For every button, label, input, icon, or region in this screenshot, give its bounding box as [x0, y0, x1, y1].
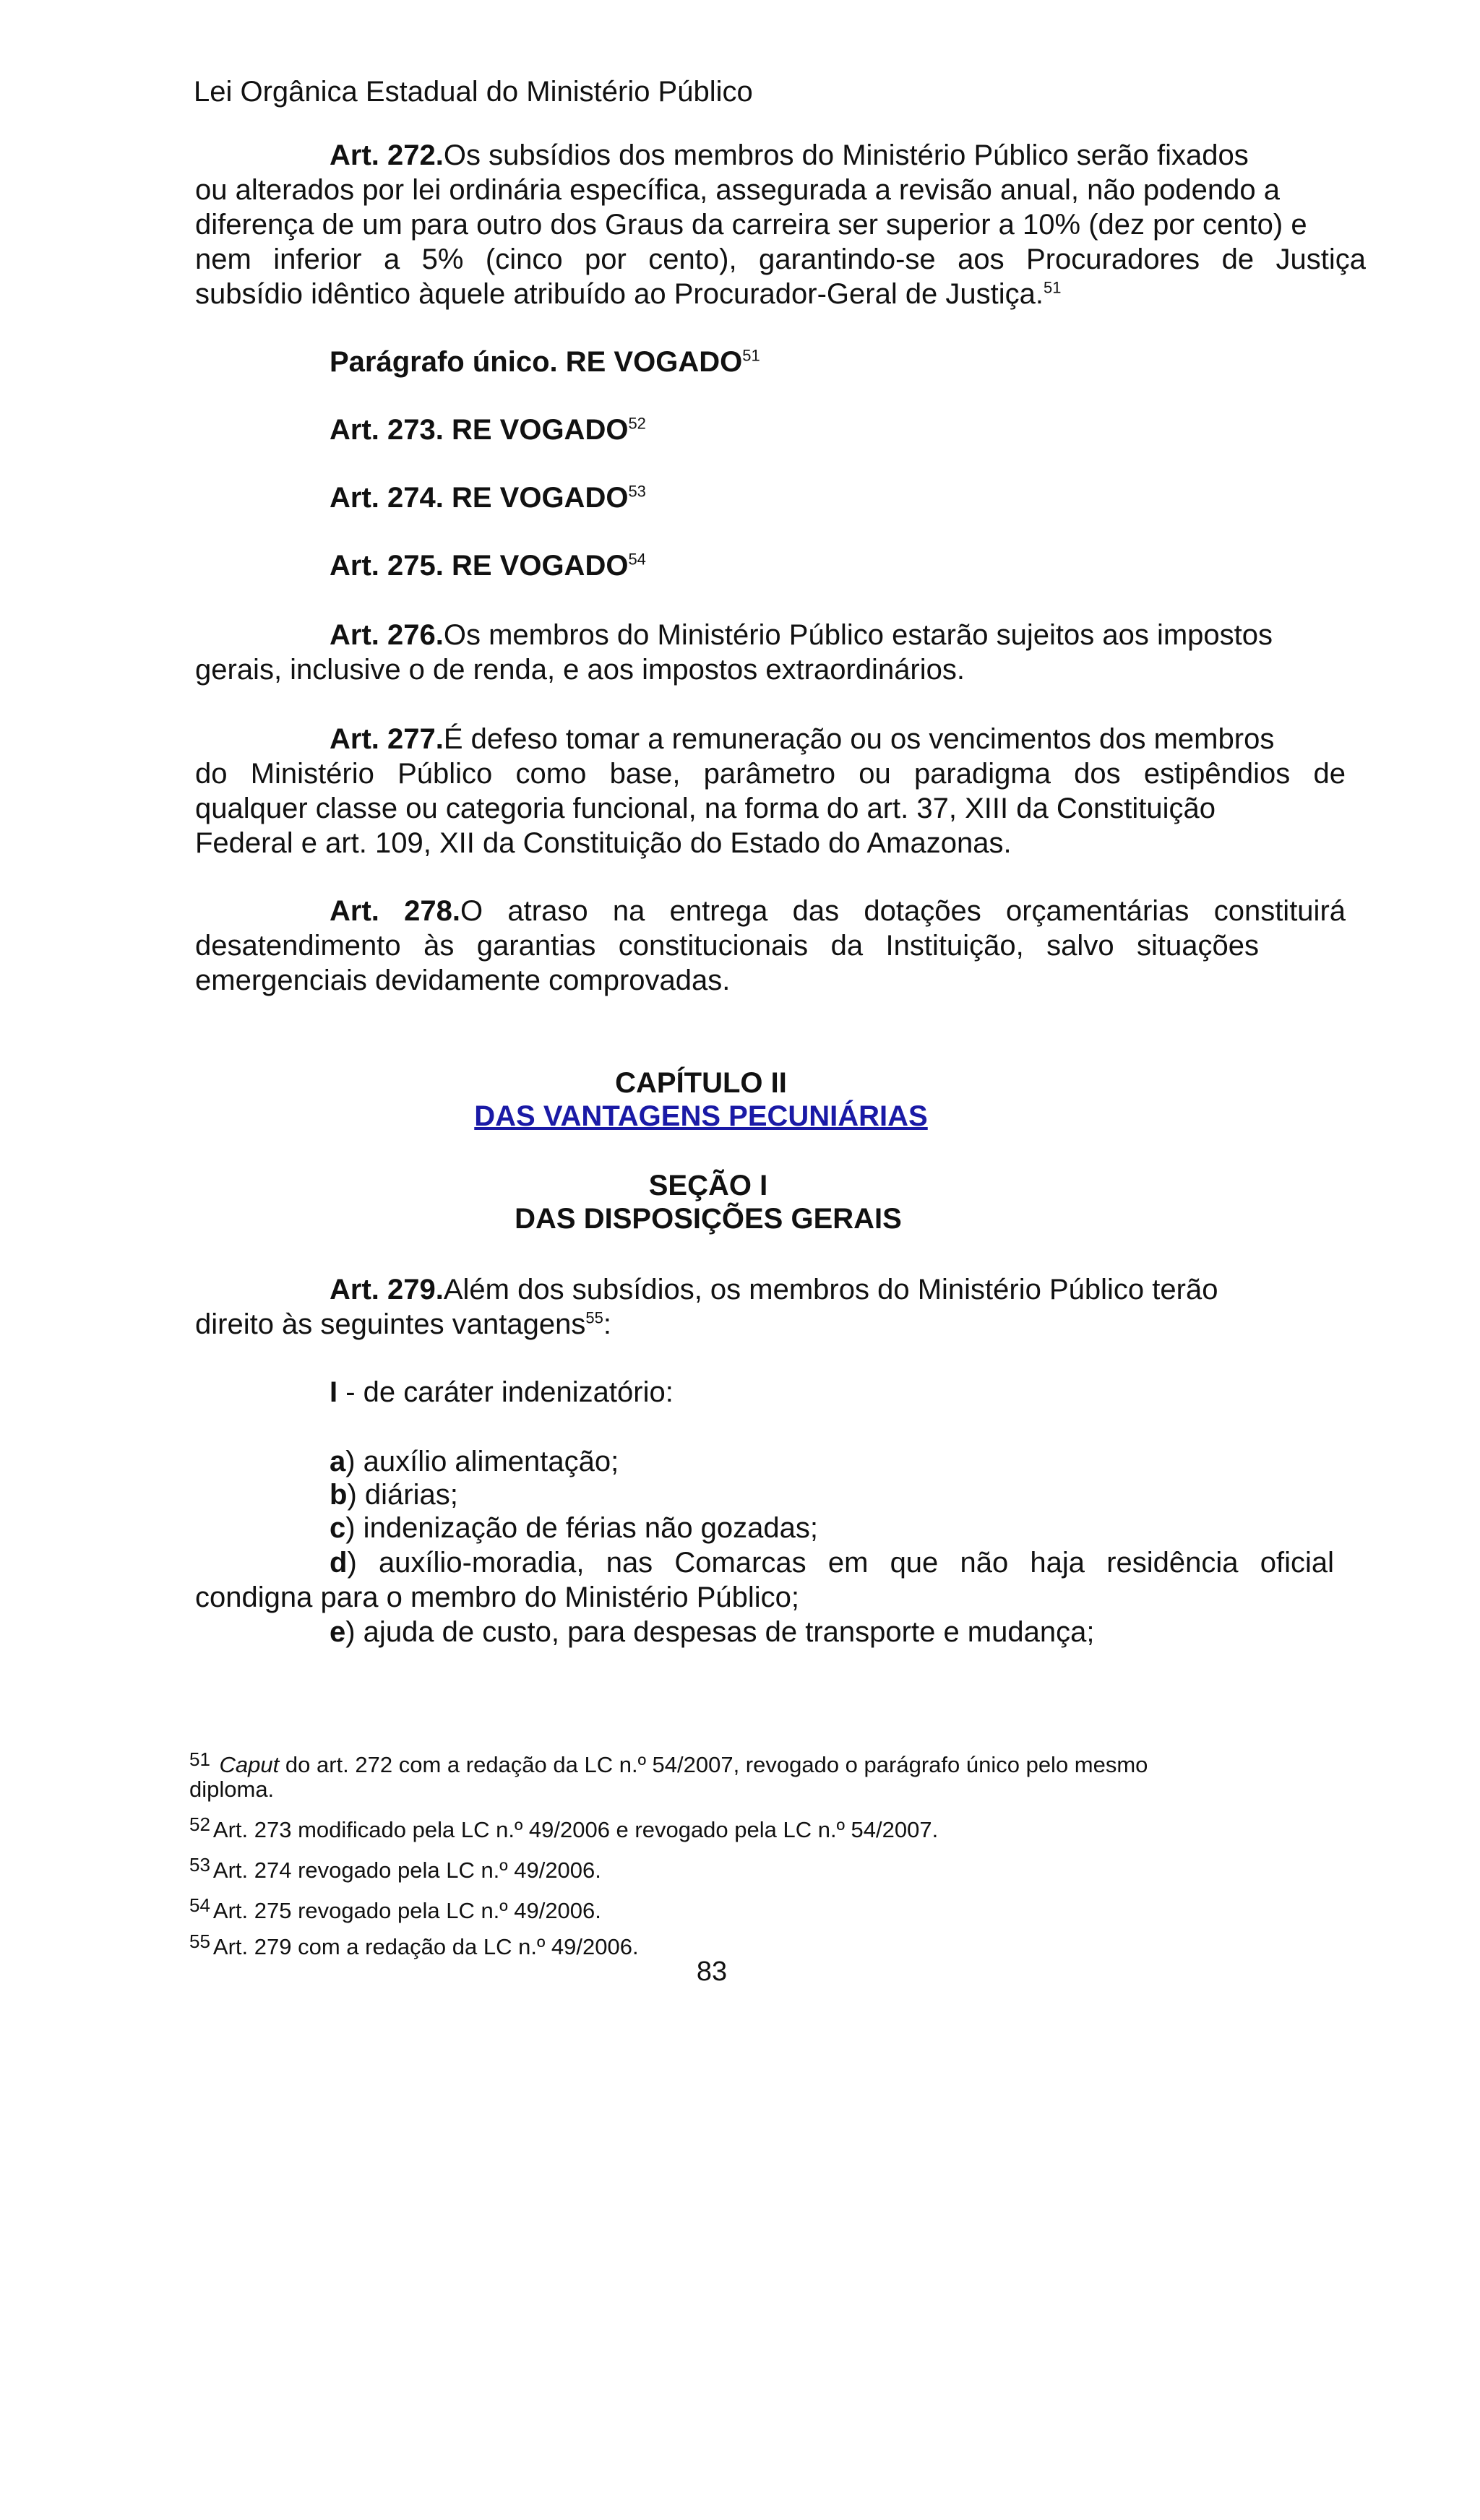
art-276-line-1	[330, 618, 1480, 652]
art-272-line-5	[195, 277, 1366, 311]
footnote-ref-55[interactable]: 55	[585, 1308, 603, 1327]
footnote-53	[189, 1851, 1403, 1884]
item-c	[330, 1511, 1480, 1545]
section-title-text: SEÇÃO I	[648, 1170, 768, 1201]
paragrafo-unico-label: Parágrafo único. RE VOGADO	[330, 346, 743, 378]
item-b-text: ) diárias;	[347, 1479, 458, 1511]
chapter-title-text: CAPÍTULO II	[615, 1067, 787, 1099]
item-a	[330, 1445, 1480, 1478]
art-272-line-4: nem inferior a 5% (cinco por cento), garantindo-se aos Procuradores de Justiça	[195, 243, 1366, 275]
art-277-line-1	[330, 722, 1480, 756]
art-272-line-1	[330, 139, 1480, 172]
art-272-label: Art. 272.	[330, 139, 444, 171]
art-272-text-end: subsídio idêntico àquele atribuído ao Procurador-Geral de Justiça.	[195, 278, 1044, 310]
item-c-label: c	[330, 1512, 346, 1544]
running-header: Lei Orgânica Estadual do Ministério Público	[194, 76, 753, 108]
item-e	[330, 1615, 1480, 1649]
item-a-text: ) auxílio alimentação;	[345, 1446, 619, 1477]
footnote-number: 54	[189, 1894, 210, 1916]
item-b	[330, 1478, 1480, 1511]
art-273	[330, 413, 1480, 446]
item-a-label: a	[330, 1446, 346, 1477]
art-277-line-2: do Ministério Público como base, parâmetro ou paradigma dos estipêndios de	[195, 758, 1346, 790]
footnote-text: Art. 273 modificado pela LC n.º 49/2006 e revogado pela LC n.º 54/2007.	[212, 1817, 939, 1842]
art-275	[330, 549, 1480, 582]
chapter-subtitle	[0, 1100, 1402, 1133]
art-278-line-2: desatendimento às garantias constitucionais da Instituição, salvo situações	[195, 930, 1259, 962]
page-number: 83	[696, 1956, 728, 1987]
footnote-number: 52	[189, 1813, 210, 1835]
footnote-caput: Caput	[219, 1752, 280, 1777]
item-c-text: ) indenização de férias não gozadas;	[345, 1512, 819, 1544]
art-279-line-1	[330, 1273, 1480, 1306]
item-b-label: b	[330, 1479, 348, 1511]
footnote-ref-53[interactable]: 53	[628, 482, 646, 501]
art-276-line-2: gerais, inclusive o de renda, e aos impostos extraordinários.	[195, 654, 965, 686]
footnote-ref-52[interactable]: 52	[628, 414, 646, 433]
art-278-text: O atraso na entrega das dotações orçamentárias constituirá	[460, 895, 1346, 927]
chapter-title	[0, 1066, 1402, 1100]
art-279-text: Além dos subsídios, os membros do Ministério Público terão	[443, 1274, 1218, 1306]
item-I-text: - de caráter indenizatório:	[337, 1376, 674, 1408]
item-d-line-2: condigna para o membro do Ministério Público;	[195, 1582, 799, 1613]
footnote-text: Art. 279 com a redação da LC n.º 49/2006.	[212, 1934, 639, 1959]
footnote-number: 53	[189, 1854, 210, 1876]
footnote-text: Art. 274 revogado pela LC n.º 49/2006.	[212, 1857, 601, 1883]
art-276-label: Art. 276.	[330, 619, 444, 651]
footnote-number: 51	[189, 1748, 210, 1770]
item-d-text: ) auxílio-moradia, nas Comarcas em que não haja residência oficial	[347, 1547, 1334, 1579]
art-278-label: Art. 278.	[330, 895, 461, 927]
art-275-label: Art. 275. RE VOGADO	[330, 550, 629, 582]
art-279-text-end: direito às seguintes vantagens	[195, 1308, 586, 1340]
art-278-line-1	[330, 894, 1346, 928]
item-e-label: e	[330, 1616, 346, 1648]
item-d-label: d	[330, 1547, 348, 1579]
art-277-label: Art. 277.	[330, 723, 444, 755]
paragrafo-unico	[330, 345, 1480, 379]
art-274-label: Art. 274. RE VOGADO	[330, 482, 629, 514]
footnote-51-continued: diploma.	[189, 1777, 275, 1802]
art-278-line-3: emergenciais devidamente comprovadas.	[195, 965, 731, 996]
art-277-text: É defeso tomar a remuneração ou os vencimentos dos membros	[443, 723, 1275, 755]
art-273-label: Art. 273. RE VOGADO	[330, 414, 629, 446]
art-272-line-3: diferença de um para outro dos Graus da carreira ser superior a 10% (dez por cento) e	[195, 209, 1307, 241]
art-277-line-3: qualquer classe ou categoria funcional, na forma do art. 37, XIII da Constituição	[195, 793, 1216, 824]
footnote-ref-51b[interactable]: 51	[742, 346, 760, 365]
item-e-text: ) ajuda de custo, para despesas de transporte e mudança;	[345, 1616, 1095, 1648]
art-276-text: Os membros do Ministério Público estarão sujeitos aos impostos	[443, 619, 1273, 651]
section-subtitle	[0, 1202, 1416, 1235]
item-d	[330, 1546, 1334, 1579]
art-272-line-2: ou alterados por lei ordinária específica, assegurada a revisão anual, não podendo a	[195, 174, 1281, 206]
footnote-54	[189, 1891, 1403, 1925]
art-279-line-2	[195, 1308, 1366, 1341]
section-subtitle-text: DAS DISPOSIÇÕES GERAIS	[515, 1203, 902, 1235]
footnote-text: Art. 275 revogado pela LC n.º 49/2006.	[212, 1898, 601, 1923]
art-272-text: Os subsídios dos membros do Ministério Público serão fixados	[443, 139, 1249, 171]
footnote-text: do art. 272 com a redação da LC n.º 54/2007, revogado o parágrafo único pelo mesmo	[279, 1752, 1148, 1777]
footnote-ref-51[interactable]: 51	[1044, 278, 1062, 297]
footnote-52	[189, 1811, 1403, 1844]
section-title	[0, 1169, 1416, 1202]
art-277-line-4: Federal e art. 109, XII da Constituição do Estado do Amazonas.	[195, 827, 1012, 859]
footnote-number: 55	[189, 1930, 210, 1952]
art-279-label: Art. 279.	[330, 1274, 444, 1306]
item-I	[330, 1376, 1480, 1409]
item-I-label: I	[330, 1376, 338, 1408]
chapter-subtitle-link[interactable]: DAS VANTAGENS PECUNIÁRIAS	[474, 1100, 928, 1132]
footnote-ref-54[interactable]: 54	[628, 550, 646, 569]
art-279-colon: :	[603, 1308, 611, 1340]
art-274	[330, 481, 1480, 514]
footnote-51	[189, 1746, 1403, 1779]
